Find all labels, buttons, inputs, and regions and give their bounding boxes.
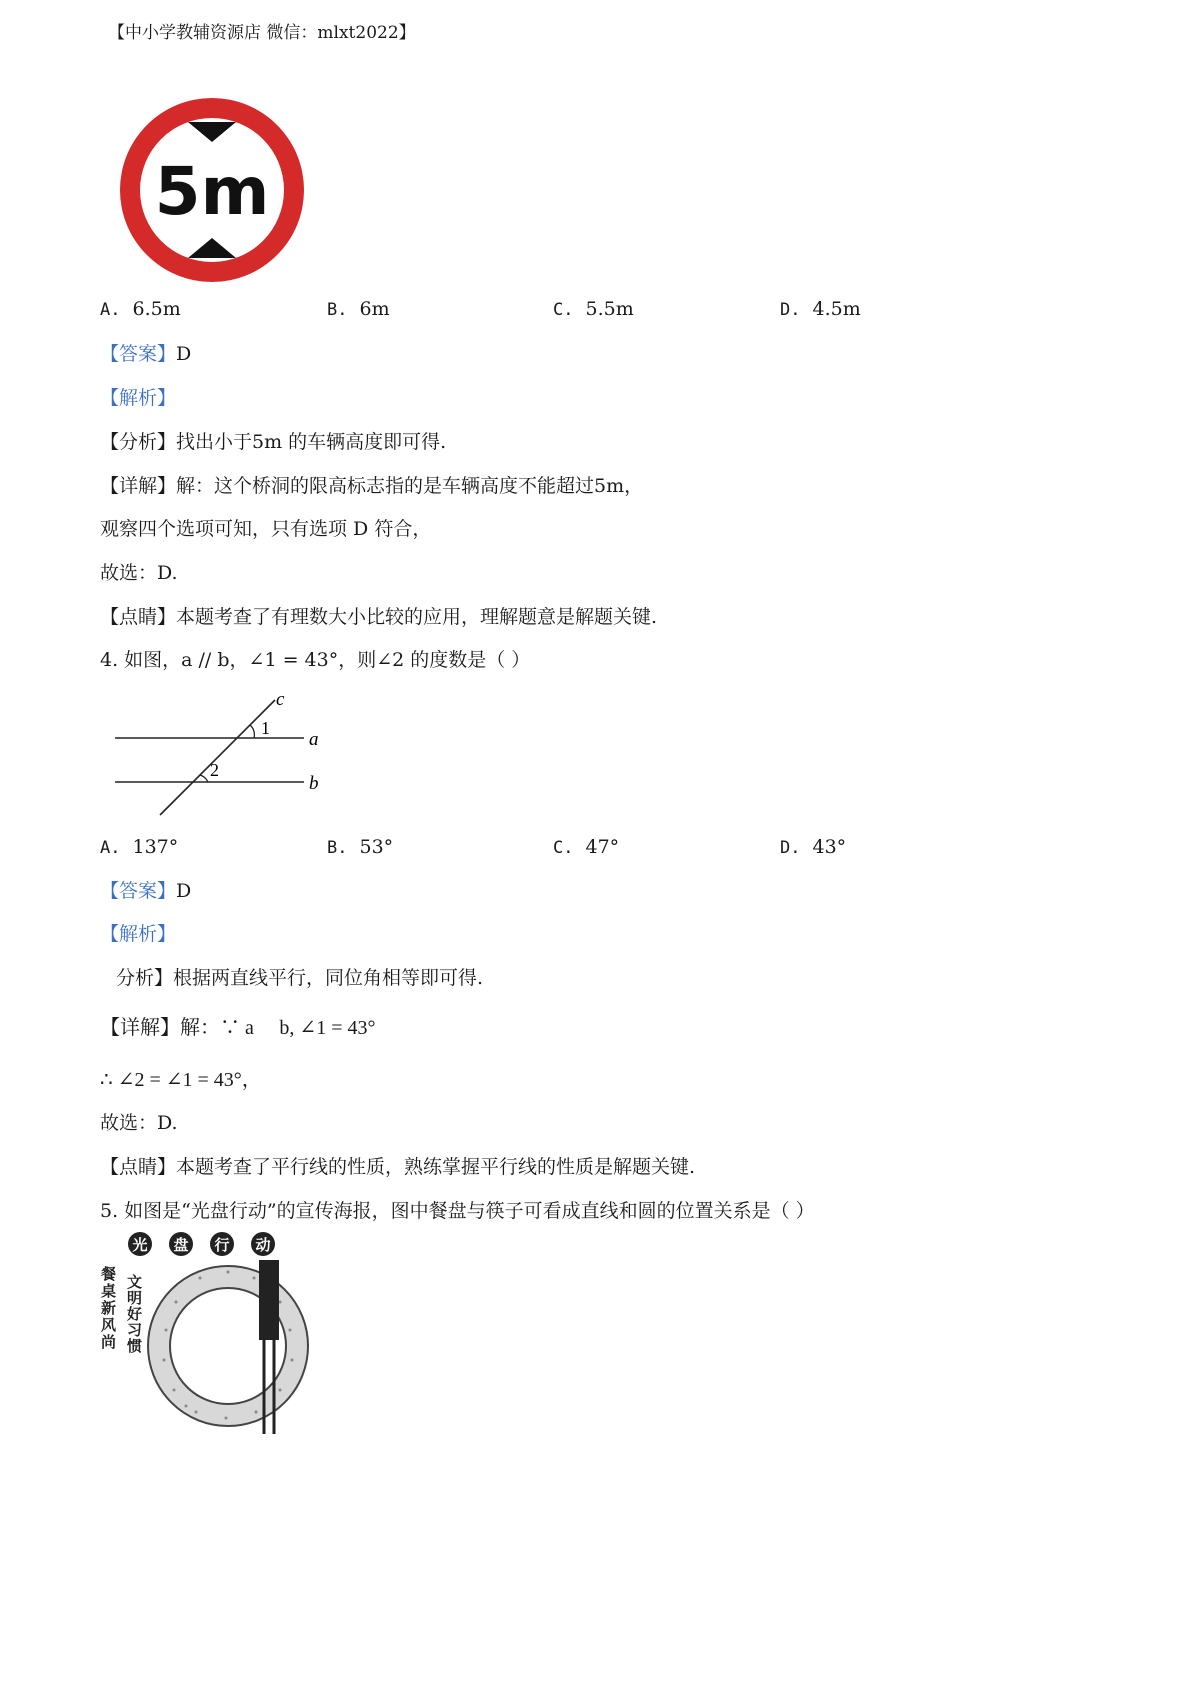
q4-option-b: B. 53°	[327, 836, 394, 858]
q3-xiangjie-line1: 【详解】解：这个桥洞的限高标志指的是车辆高度不能超过5m，	[100, 475, 644, 497]
poster-slogan-mid: 文明好习惯	[125, 1274, 143, 1354]
label-1: 1	[261, 718, 270, 738]
q4-xiangjie-line2: ∴ ∠2 = ∠1 = 43°，	[100, 1069, 262, 1091]
q4-dianjing: 【点睛】本题考查了平行线的性质，熟练掌握平行线的性质是解题关键.	[100, 1156, 696, 1178]
q4-stem: 4. 如图，a // b，∠1 = 43°，则∠2 的度数是（ ）	[100, 649, 531, 671]
poster-title-char-4: 动	[255, 1236, 271, 1254]
q3-analysis-tag: 【解析】	[100, 387, 177, 409]
label-c: c	[276, 689, 285, 710]
q4-fenxi: 分析】根据两直线平行，同位角相等即可得.	[116, 967, 484, 989]
label-2: 2	[210, 760, 219, 780]
angle-2-arc	[200, 775, 208, 782]
q5-stem: 5. 如图是“光盘行动”的宣传海报，图中餐盘与筷子可看成直线和圆的位置关系是（ ）	[100, 1200, 815, 1222]
poster-title-char-2: 盘	[173, 1236, 189, 1254]
poster-title-char-3: 行	[214, 1236, 230, 1254]
height-limit-sign	[118, 96, 306, 284]
q3-option-b: B. 6m	[327, 298, 390, 320]
q4-analysis-tag: 【解析】	[100, 923, 177, 945]
q4-option-c: C. 47°	[553, 836, 620, 858]
q3-option-c: C. 5.5m	[553, 298, 634, 320]
chopstick-holder	[259, 1260, 279, 1340]
guangpan-poster	[96, 1230, 316, 1436]
label-b: b	[309, 773, 319, 794]
q4-option-d: D. 43°	[780, 836, 847, 858]
q4-answer: 【答案】D	[100, 880, 192, 902]
q4-option-a: A. 137°	[100, 836, 179, 858]
q3-xiangjie-line2: 观察四个选项可知，只有选项 D 符合，	[100, 518, 432, 540]
page-header: 【中小学教辅资源店 微信：mlxt2022】	[108, 23, 416, 43]
q3-answer: 【答案】D	[100, 343, 192, 365]
angle-1-arc	[250, 725, 254, 738]
q4-xiangjie-line1: 【详解】解：∵ a ⃞ b, ∠1 = 43°，	[100, 1017, 392, 1039]
q3-dianjing: 【点睛】本题考查了有理数大小比较的应用，理解题意是解题关键.	[100, 606, 658, 628]
q3-fenxi: 【分析】找出小于5m 的车辆高度即可得.	[100, 431, 447, 453]
q3-option-d: D. 4.5m	[780, 298, 861, 320]
q3-choose: 故选：D.	[100, 562, 178, 584]
q3-option-a: A. 6.5m	[100, 298, 181, 320]
q4-choose: 故选：D.	[100, 1112, 178, 1134]
poster-slogan-left: 餐桌新风尚	[99, 1266, 117, 1351]
parallel-lines-figure	[110, 688, 330, 818]
label-a: a	[309, 729, 319, 750]
sign-label: 5m	[154, 153, 270, 230]
line-c	[160, 700, 275, 815]
poster-title-char-1: 光	[132, 1236, 148, 1254]
